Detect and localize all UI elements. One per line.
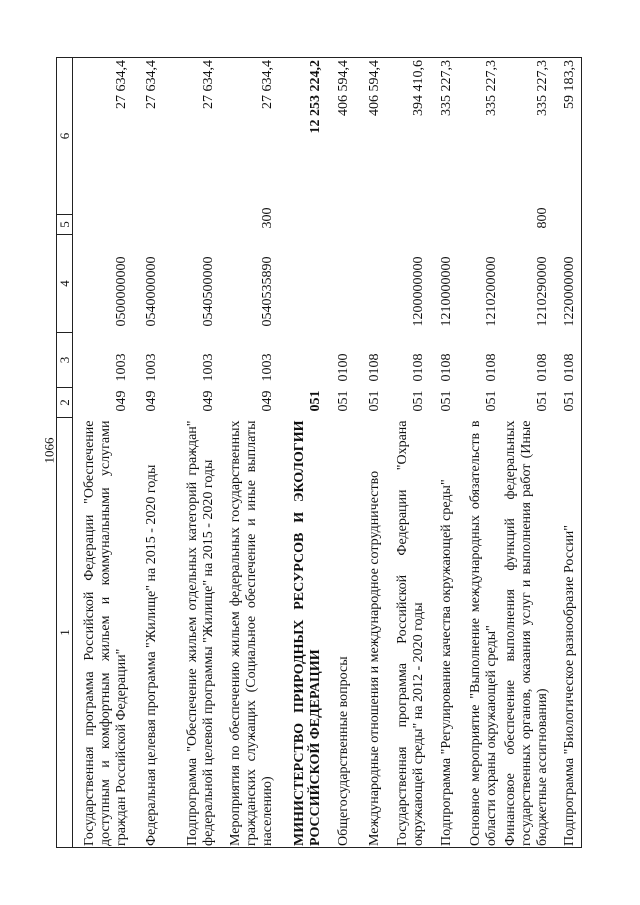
- row-vr: 300: [259, 207, 275, 229]
- row-vr: [458, 215, 503, 235]
- row-name: Подпрограмма "Обеспечение жильем отдельных категорий граждан" федеральной целевой программы "Жилище" на 2015 - 2020 годы: [163, 418, 220, 848]
- row-sum: 406 594,4: [327, 58, 355, 215]
- row-csr: [327, 235, 355, 333]
- header-col-2: 2: [57, 388, 73, 418]
- row-sum: 27 634,4: [163, 58, 220, 215]
- row-csr: [279, 235, 327, 333]
- row-gr: 049: [113, 390, 129, 412]
- row-rz: 1003: [113, 353, 129, 382]
- header-col-1: 1: [57, 418, 73, 848]
- row-csr: 1220000000: [554, 235, 582, 333]
- budget-table: [56, 57, 582, 848]
- row-rz: 1003: [143, 353, 159, 382]
- row-name: Мероприятия по обеспечению жильем федеральных государственных гражданских служащих (Социальное обеспечение и иные выплаты населению): [220, 418, 279, 848]
- row-vr: [163, 215, 220, 235]
- row-rz: 0100: [335, 353, 351, 382]
- header-row: [57, 58, 73, 848]
- row-name: Государственная программа Российской Федерации "Охрана окружающей среды" на 2012 - 2020 годы: [386, 418, 430, 848]
- table-row: [327, 58, 355, 848]
- budget-table-rotated: [56, 58, 594, 848]
- row-vr: [554, 215, 582, 235]
- row-gr: 049: [143, 390, 159, 412]
- row-name: Государственная программа Российской Федерации "Обеспечение доступным и комфортным жильем и коммунальными услугами граждан Российской Федерации": [73, 418, 133, 848]
- row-sum: 27 634,4: [73, 58, 133, 215]
- header-col-3: 3: [57, 333, 73, 388]
- row-sum: 27 634,4: [133, 58, 163, 215]
- table-row: [220, 58, 279, 848]
- table-row: [554, 58, 582, 848]
- row-rz: 0108: [366, 353, 382, 382]
- table-row: [430, 58, 458, 848]
- table-row: [355, 58, 386, 848]
- row-gr: 051: [534, 390, 550, 412]
- table-row: [133, 58, 163, 848]
- row-sum: 59 183,3: [554, 58, 582, 215]
- row-sum: 335 227,3: [430, 58, 458, 215]
- table-row: [386, 58, 430, 848]
- row-vr: [430, 215, 458, 235]
- row-rz: 0108: [438, 353, 454, 382]
- row-name: МИНИСТЕРСТВО ПРИРОДНЫХ РЕСУРСОВ И ЭКОЛОГИИ РОССИЙСКОЙ ФЕДЕРАЦИИ: [279, 418, 327, 848]
- row-csr: 0500000000: [113, 256, 129, 327]
- table-row: [279, 58, 327, 848]
- row-name: Общегосударственные вопросы: [327, 418, 355, 848]
- row-csr: 0540000000: [143, 256, 159, 327]
- row-gr: 049: [200, 390, 216, 412]
- row-rz: 1003: [259, 353, 275, 382]
- row-name: Международные отношения и международное сотрудничество: [355, 418, 386, 848]
- row-csr: 0540535890: [259, 256, 275, 327]
- row-vr: [355, 215, 386, 235]
- table-body: [73, 58, 582, 848]
- row-name: Основное мероприятие "Выполнение международных обязательств в области охраны окружающей среды": [458, 418, 503, 848]
- row-sum: 335 227,3: [503, 58, 554, 215]
- table-row: [503, 58, 554, 848]
- row-vr: 800: [534, 207, 550, 229]
- table-row: [458, 58, 503, 848]
- row-csr: 1210290000: [534, 256, 550, 327]
- row-name: Подпрограмма "Биологическое разнообразие России": [554, 418, 582, 848]
- row-rz: 0108: [534, 353, 550, 382]
- row-sum: 27 634,4: [220, 58, 279, 215]
- row-name: Финансовое обеспечение выполнения функций федеральных государственных органов, оказания услуг и выполнения работ (Иные бюджетные ассигнования): [503, 418, 554, 848]
- header-col-4: 4: [57, 235, 73, 333]
- header-col-6: 6: [57, 58, 73, 215]
- row-gr: 051: [410, 390, 426, 412]
- row-gr: 051: [307, 390, 323, 412]
- row-gr: 051: [438, 390, 454, 412]
- row-vr: [327, 215, 355, 235]
- row-rz: 0108: [410, 353, 426, 382]
- row-gr: 051: [483, 390, 499, 412]
- row-rz: 0108: [483, 353, 499, 382]
- row-name: Подпрограмма "Регулирование качества окружающей среды": [430, 418, 458, 848]
- row-rz: [279, 333, 327, 388]
- row-vr: [386, 215, 430, 235]
- row-vr: [279, 215, 327, 235]
- row-sum: 12 253 224,2: [279, 58, 327, 215]
- row-vr: [133, 215, 163, 235]
- row-sum: 335 227,3: [458, 58, 503, 215]
- row-csr: 1200000000: [410, 256, 426, 327]
- row-sum: 394 410,6: [386, 58, 430, 215]
- row-gr: 049: [259, 390, 275, 412]
- row-csr: 0540500000: [200, 256, 216, 327]
- row-vr: [73, 215, 133, 235]
- row-sum: 406 594,4: [355, 58, 386, 215]
- row-csr: 1210200000: [483, 256, 499, 327]
- table-row: [73, 58, 133, 848]
- header-col-5: 5: [57, 215, 73, 235]
- row-gr: 051: [366, 390, 382, 412]
- row-rz: 1003: [200, 353, 216, 382]
- row-gr: 051: [554, 388, 582, 418]
- table-row: [163, 58, 220, 848]
- row-rz: 0108: [554, 333, 582, 388]
- row-csr: 1210000000: [438, 256, 454, 327]
- row-gr: 051: [335, 390, 351, 412]
- row-csr: [355, 235, 386, 333]
- page-number: 1066: [41, 437, 57, 464]
- row-name: Федеральная целевая программа "Жилище" на 2015 - 2020 годы: [133, 418, 163, 848]
